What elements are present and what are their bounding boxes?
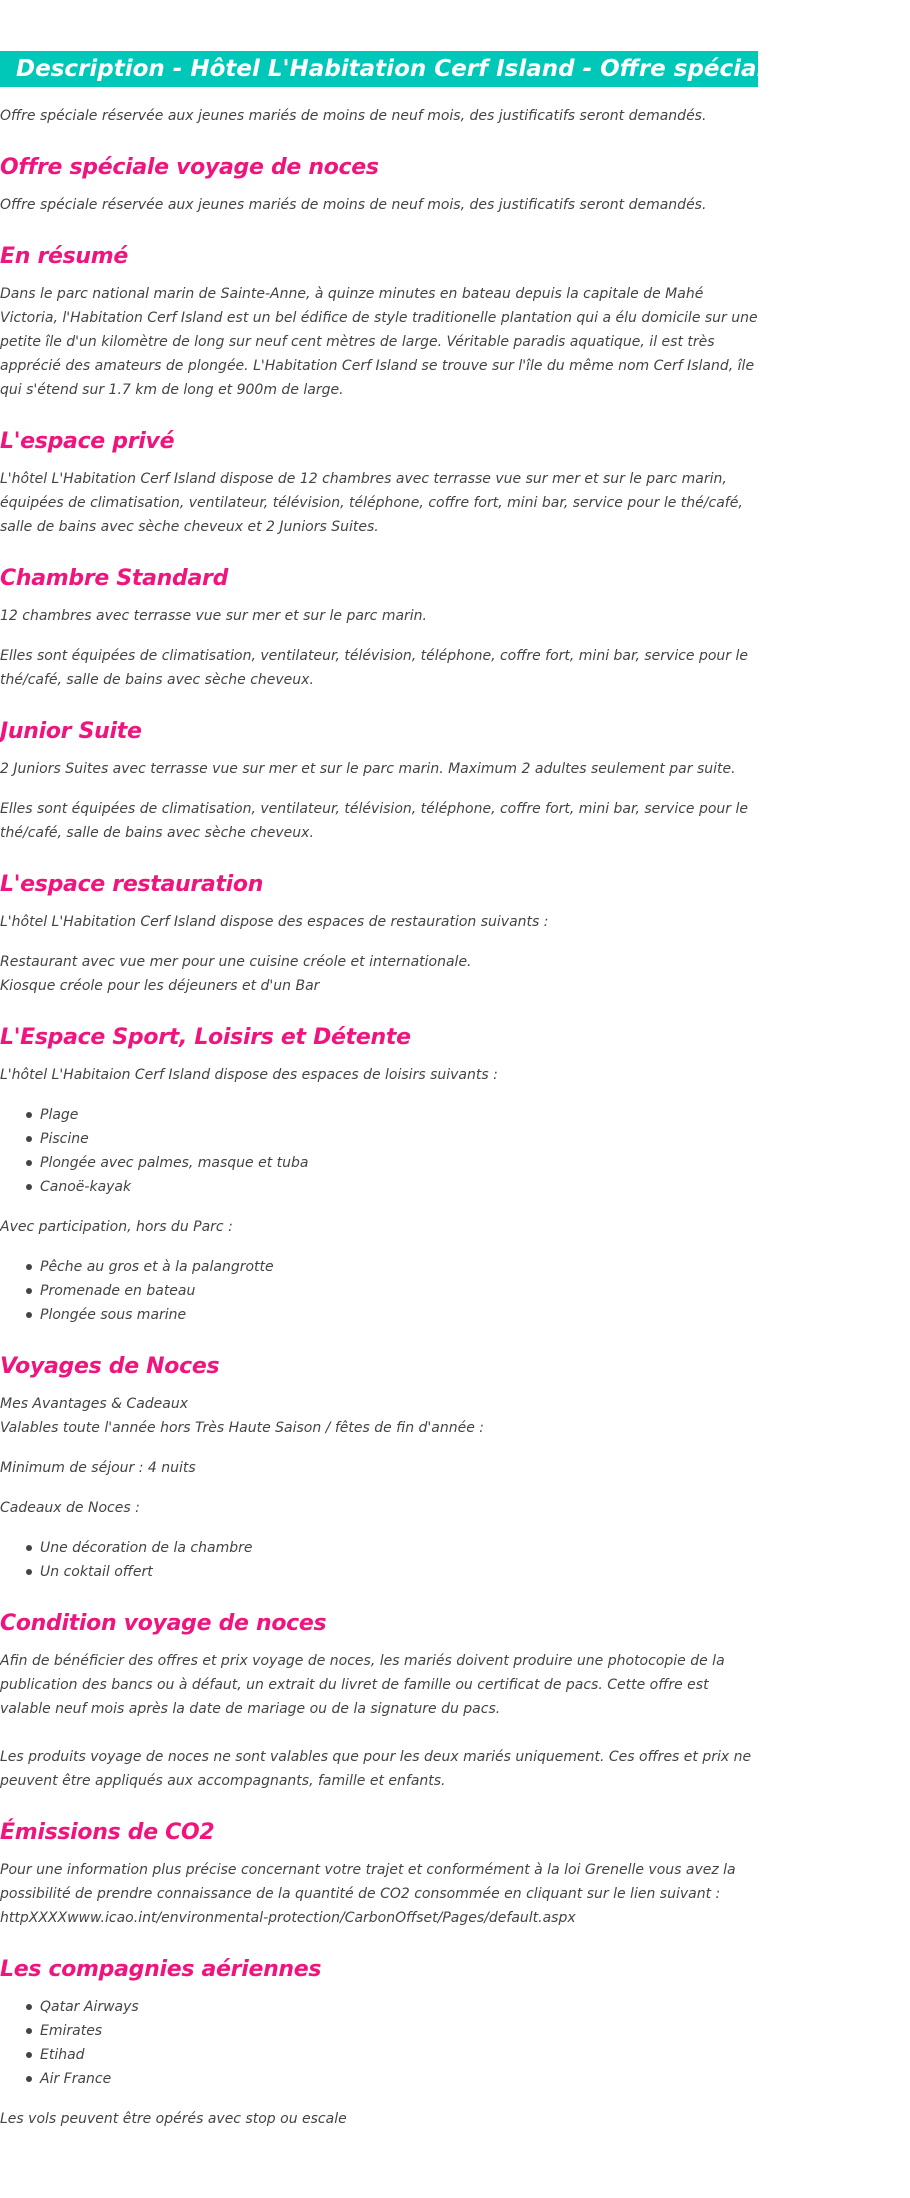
restauration-p1: L'hôtel L'Habitation Cerf Island dispose des espaces de restauration suivants : [0, 914, 549, 930]
junior-suite-p1: 2 Juniors Suites avec terrasse vue sur mer et sur le parc marin. Maximum 2 adultes seulement par suite. [0, 761, 736, 777]
section-title-espace-prive: L'espace privé [0, 429, 175, 454]
section-title-resume: En résumé [0, 244, 129, 269]
condition-p2: Les produits voyage de noces ne sont valables que pour les deux mariés uniquement. Ces offres et prix ne peuvent être appliqués aux accompagnants, famille et enfants. [0, 1749, 752, 1789]
list-item: Plage [40, 1103, 758, 1127]
section-title-offre: Offre spéciale voyage de noces [0, 155, 379, 180]
list-item: Pêche au gros et à la palangrotte [40, 1255, 758, 1279]
sport-p2: Avec participation, hors du Parc : [0, 1219, 233, 1235]
voyages-gift-list [0, 1536, 758, 1584]
list-item: Etihad [40, 2043, 758, 2067]
intro-text: Offre spéciale réservée aux jeunes mariés de moins de neuf mois, des justificatifs seront demandés. [0, 108, 707, 124]
sport-list-paid [0, 1255, 758, 1327]
list-item: Canoë-kayak [40, 1175, 758, 1199]
section-title-sport: L'Espace Sport, Loisirs et Détente [0, 1025, 411, 1050]
voyages-line1: Mes Avantages & Cadeaux [0, 1396, 189, 1412]
voyages-p3: Cadeaux de Noces : [0, 1500, 140, 1516]
voyages-p2: Minimum de séjour : 4 nuits [0, 1460, 196, 1476]
list-item: Une décoration de la chambre [40, 1536, 758, 1560]
section-restauration [0, 870, 758, 998]
section-offre [0, 153, 758, 217]
co2-link: httpXXXXwww.icao.int/environmental-protection/CarbonOffset/Pages/default.aspx [0, 1910, 576, 1926]
resume-text: Dans le parc national marin de Sainte-Anne, à quinze minutes en bateau depuis la capitale de Mahé Victoria, l'Habitation Cerf Island est un bel édifice de style traditionelle plantation qui a élu domicile sur une petite île d'un kilomètre de long sur neuf cent mètres de large. Véritable paradis aquatique, il est très apprécié des amateurs de plongée. L'Habitation Cerf Island se trouve sur l'île du même nom Cerf Island, île qui s'étend sur 1.7 km de long et 900m de large. [0, 286, 758, 398]
section-condition [0, 1609, 758, 1793]
section-chambre-standard [0, 564, 758, 692]
condition-p1: Afin de bénéficier des offres et prix voyage de noces, les mariés doivent produire une photocopie de la publication des bancs ou à défaut, un extrait du livret de famille ou certificat de pacs. Cette offre est valable neuf mois après la date de mariage ou de la signature du pacs. [0, 1653, 725, 1717]
section-sport [0, 1023, 758, 1327]
junior-suite-p2: Elles sont équipées de climatisation, ventilateur, télévision, téléphone, coffre fort, mini bar, service pour le thé/café, salle de bains avec sèche cheveux. [0, 801, 749, 841]
section-title-voyages: Voyages de Noces [0, 1354, 220, 1379]
co2-text: Pour une information plus précise concernant votre trajet et conformément à la loi Grenelle vous avez la possibilité de prendre connaissance de la quantité de CO2 consommée en cliquant sur le lien suivant : [0, 1862, 736, 1902]
section-voyages [0, 1352, 758, 1584]
list-item: Emirates [40, 2019, 758, 2043]
list-item: Qatar Airways [40, 1995, 758, 2019]
page-title-banner: Description - Hôtel L'Habitation Cerf Island - Offre spéciale Noces *** [0, 51, 758, 87]
section-co2 [0, 1818, 758, 1930]
restauration-line1: Restaurant avec vue mer pour une cuisine créole et internationale. [0, 954, 472, 970]
list-item: Piscine [40, 1127, 758, 1151]
section-title-restauration: L'espace restauration [0, 872, 264, 897]
section-title-chambre-standard: Chambre Standard [0, 566, 229, 591]
list-item: Air France [40, 2067, 758, 2091]
chambre-standard-p2: Elles sont équipées de climatisation, ventilateur, télévision, téléphone, coffre fort, mini bar, service pour le thé/café, salle de bains avec sèche cheveux. [0, 648, 749, 688]
sport-p1: L'hôtel L'Habitaion Cerf Island dispose des espaces de loisirs suivants : [0, 1067, 498, 1083]
voyages-line2: Valables toute l'année hors Très Haute Saison / fêtes de fin d'année : [0, 1420, 484, 1436]
compagnies-note: Les vols peuvent être opérés avec stop ou escale [0, 2111, 347, 2127]
list-item: Plongée sous marine [40, 1303, 758, 1327]
compagnies-list [0, 1995, 758, 2091]
section-title-junior-suite: Junior Suite [0, 719, 142, 744]
section-title-co2: Émissions de CO2 [0, 1820, 215, 1845]
section-junior-suite [0, 717, 758, 845]
sport-list [0, 1103, 758, 1199]
chambre-standard-p1: 12 chambres avec terrasse vue sur mer et sur le parc marin. [0, 608, 428, 624]
section-compagnies [0, 1955, 758, 2131]
section-espace-prive [0, 427, 758, 539]
list-item: Un coktail offert [40, 1560, 758, 1584]
list-item: Promenade en bateau [40, 1279, 758, 1303]
espace-prive-text: L'hôtel L'Habitation Cerf Island dispose de 12 chambres avec terrasse vue sur mer et sur le parc marin, équipées de climatisation, ventilateur, télévision, téléphone, coffre fort, mini bar, service pour le thé/café, salle de bains avec sèche cheveux et 2 Juniors Suites. [0, 471, 743, 535]
restauration-line2: Kiosque créole pour les déjeuners et d'un Bar [0, 978, 320, 994]
list-item: Plongée avec palmes, masque et tuba [40, 1151, 758, 1175]
offre-text: Offre spéciale réservée aux jeunes mariés de moins de neuf mois, des justificatifs seront demandés. [0, 197, 707, 213]
section-resume [0, 242, 758, 402]
section-title-condition: Condition voyage de noces [0, 1611, 327, 1636]
section-title-compagnies: Les compagnies aériennes [0, 1957, 322, 1982]
